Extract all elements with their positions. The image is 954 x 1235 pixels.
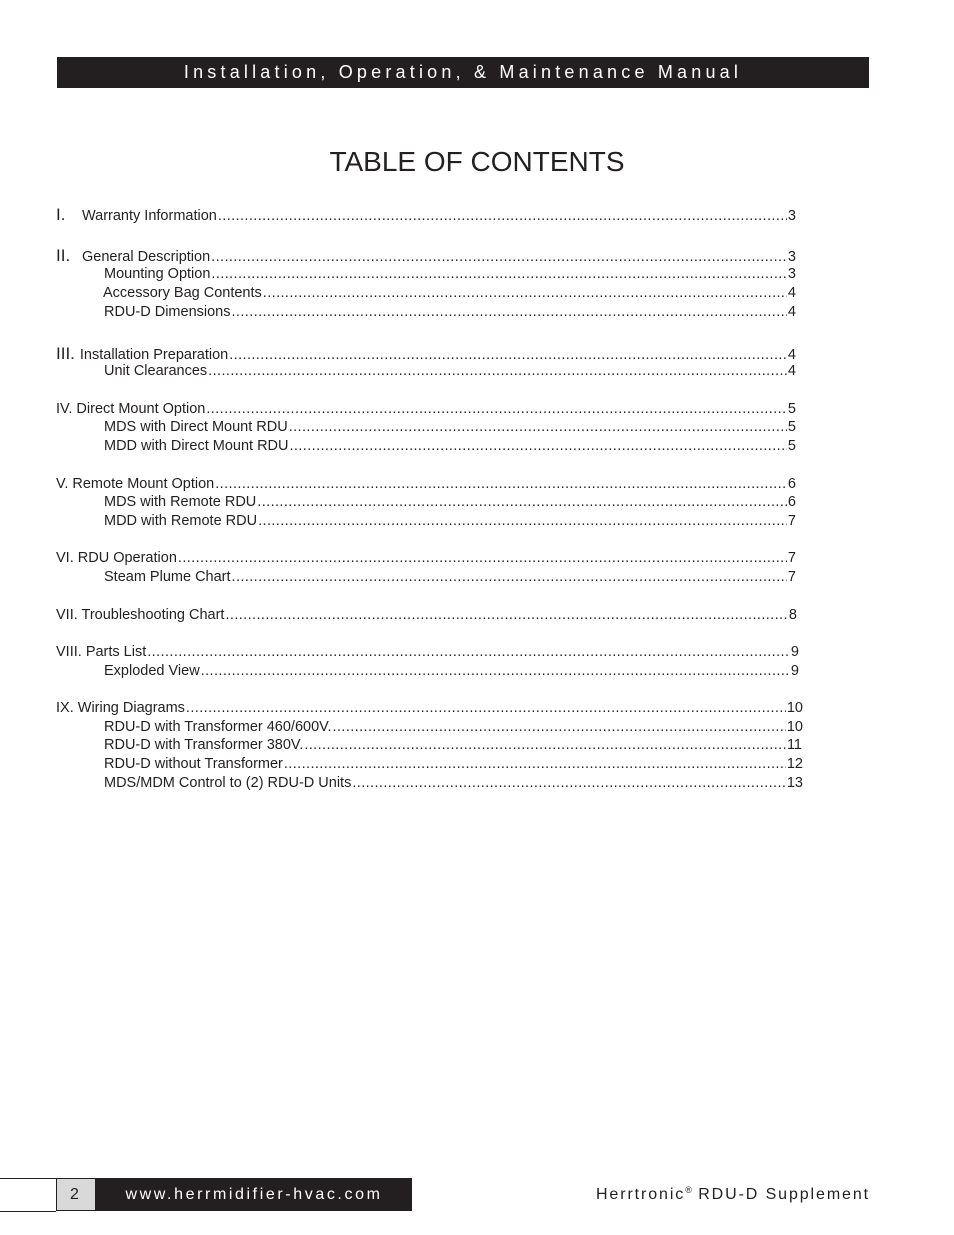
toc-entry-general-description [56, 246, 796, 267]
footer-page-number: 2 [56, 1178, 96, 1211]
toc-page-number: 5 [787, 401, 796, 417]
toc-leader-dots [352, 774, 786, 793]
toc-entry-text: Steam Plume Chart [104, 569, 231, 585]
footer-supplement-label: RDU-D Supplement [698, 1186, 870, 1203]
toc-section-number: I. [56, 205, 66, 224]
toc-page-number: 4 [787, 285, 796, 301]
toc-entry-text: VI. RDU Operation [56, 550, 177, 566]
toc-page-number: 5 [787, 419, 796, 435]
toc-entry-text: Mounting Option [104, 266, 211, 282]
toc-entry-troubleshooting-chart [56, 606, 797, 625]
manual-header-bar [57, 57, 869, 88]
toc-leader-dots [218, 207, 787, 226]
toc-entry-text: Accessory Bag Contents [103, 285, 262, 301]
footer-website-text: www.herrmidifier-hvac.com [125, 1186, 383, 1203]
toc-entry-steam-plume-chart [104, 568, 796, 587]
toc-page-number: 9 [790, 663, 799, 679]
toc-entry-text: VIII. Parts List [56, 644, 147, 660]
toc-page-number: 3 [787, 266, 796, 282]
toc-entry-text: IX. Wiring Diagrams [56, 700, 185, 716]
footer-supplement-title [596, 1185, 870, 1204]
toc-leader-dots [232, 303, 787, 322]
toc-leader-dots [206, 400, 787, 419]
toc-leader-dots [186, 699, 786, 718]
toc-page-number: 4 [787, 304, 796, 320]
toc-entry-wiring-diagrams [56, 699, 803, 718]
toc-page-number: 10 [786, 700, 803, 716]
toc-page-number: 5 [787, 438, 796, 454]
toc-entry-text: RDU-D with Transformer 380V. [104, 737, 304, 753]
toc-entry-text: General Description [82, 249, 211, 265]
toc-entry-mds-mdm-control [104, 774, 803, 793]
toc-leader-dots [333, 718, 786, 737]
toc-entry-direct-mount-option [56, 400, 796, 419]
manual-header-title: Installation, Operation, & Maintenance Manual [183, 62, 743, 82]
toc-entry-mounting-option [104, 265, 796, 284]
toc-page-number: 8 [788, 607, 797, 623]
toc-entry-transformer-460-600v [104, 718, 803, 737]
toc-entry-transformer-380v [104, 736, 802, 755]
toc-page-number: 3 [787, 249, 796, 265]
toc-page-number: 9 [790, 644, 799, 660]
toc-entry-text: RDU-D with Transformer 460/600V. [104, 719, 332, 735]
toc-entry-mdd-direct-mount [104, 437, 796, 456]
toc-entry-text: MDS with Remote RDU [104, 494, 257, 510]
toc-entry-rdu-operation [56, 549, 796, 568]
footer-rule-bottom [0, 1211, 56, 1212]
toc-leader-dots [257, 493, 787, 512]
toc-leader-dots [178, 549, 787, 568]
toc-page-number: 7 [787, 550, 796, 566]
toc-entry-text: MDD with Remote RDU [104, 513, 258, 529]
toc-leader-dots [289, 418, 787, 437]
toc-entry-mds-remote [104, 493, 796, 512]
toc-leader-dots [215, 475, 787, 494]
toc-leader-dots [232, 568, 787, 587]
toc-page-number: 4 [787, 347, 796, 363]
toc-entry-without-transformer [104, 755, 803, 774]
toc-entry-unit-clearances [104, 362, 796, 381]
toc-page-number: 6 [787, 476, 796, 492]
toc-leader-dots [225, 606, 787, 625]
footer-website-bar [96, 1178, 412, 1211]
toc-page-number: 11 [786, 737, 802, 753]
toc-page-number: 7 [787, 569, 796, 585]
toc-page-number: 12 [786, 756, 803, 772]
toc-entry-text: Exploded View [104, 663, 200, 679]
toc-leader-dots [258, 512, 787, 531]
toc-entry-text: IV. Direct Mount Option [56, 401, 206, 417]
toc-entry-parts-list [56, 643, 799, 662]
toc-entry-accessory-bag [103, 284, 796, 303]
toc-leader-dots [304, 736, 786, 755]
footer-rule-top [0, 1178, 56, 1179]
toc-entry-text: RDU-D without Transformer [104, 756, 283, 772]
toc-entry-rdu-d-dimensions [104, 303, 796, 322]
toc-page-number: 13 [786, 775, 803, 791]
toc-page-number: 6 [787, 494, 796, 510]
toc-entry-text: Unit Clearances [104, 363, 208, 379]
toc-page-number: 3 [787, 208, 796, 224]
footer-product-name: Herrtronic [595, 1186, 686, 1203]
toc-entry-mdd-remote [104, 512, 796, 531]
page-title: TABLE OF CONTENTS [329, 146, 625, 177]
toc-entry-text: Warranty Information [82, 208, 217, 224]
toc-entry-remote-mount-option [56, 475, 796, 494]
toc-leader-dots [263, 284, 787, 303]
toc-entry-text: RDU-D Dimensions [104, 304, 231, 320]
toc-entry-text: MDD with Direct Mount RDU [104, 438, 289, 454]
toc-page-number: 4 [787, 363, 796, 379]
toc-entry-text: Installation Preparation [79, 347, 229, 363]
toc-page-number: 10 [786, 719, 803, 735]
toc-entry-exploded-view [104, 662, 799, 681]
toc-entry-mds-direct-mount [104, 418, 796, 437]
toc-section-number: II. [56, 246, 71, 265]
registered-mark: ® [685, 1185, 692, 1195]
toc-entry-text: MDS/MDM Control to (2) RDU-D Units [104, 775, 352, 791]
toc-entry-warranty [56, 205, 796, 226]
toc-page-number: 7 [787, 513, 796, 529]
toc-leader-dots [147, 643, 790, 662]
toc-leader-dots [211, 265, 787, 284]
toc-entry-text: VII. Troubleshooting Chart [56, 607, 225, 623]
toc-section-number: III. [56, 344, 75, 363]
toc-leader-dots [284, 755, 786, 774]
toc-entry-text: MDS with Direct Mount RDU [104, 419, 288, 435]
toc-leader-dots [290, 437, 787, 456]
toc-entry-text: V. Remote Mount Option [56, 476, 215, 492]
toc-leader-dots [201, 662, 790, 681]
toc-leader-dots [208, 362, 787, 381]
